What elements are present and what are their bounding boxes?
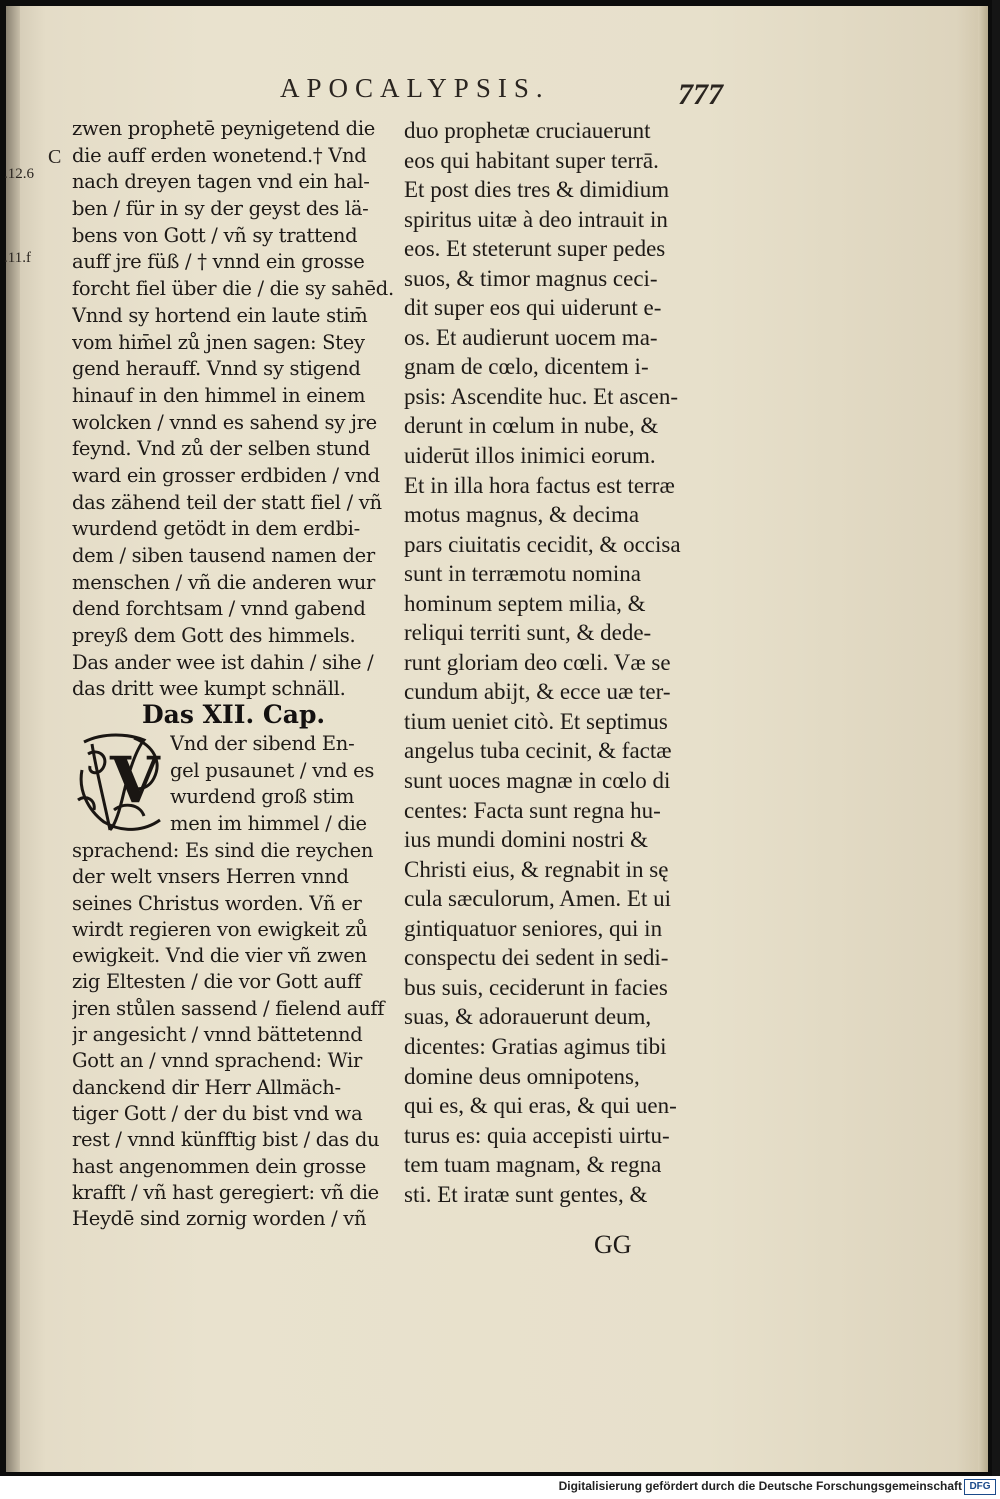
- german-text-line: bens von Gott / vñ sy trattend: [72, 223, 358, 247]
- latin-column: [404, 116, 739, 1209]
- german-text-line: sprachend: Es sind die reychen: [72, 839, 374, 862]
- latin-text-line: Et in illa hora factus est terræ: [404, 472, 675, 498]
- page-number: 777: [678, 78, 723, 111]
- latin-text-line: uiderūt illos inimici eorum.: [404, 443, 656, 469]
- latin-text-line: suas, & adorauerunt deum,: [404, 1004, 652, 1030]
- german-text-line: gend herauff. Vnnd sy stigend: [72, 357, 361, 381]
- initial-letter: V: [110, 743, 160, 818]
- german-text-line: hast angenommen dein grosse: [72, 1154, 367, 1178]
- german-text-line: Gott an / vnnd sprachend: Wir: [72, 1049, 362, 1073]
- german-text-line: jren stůlen sassend / fielend auff: [72, 996, 385, 1020]
- german-text-line: wirdt regieren von ewigkeit zů: [72, 917, 368, 941]
- margin-reference: .11.f: [4, 250, 31, 266]
- german-text-line: rest / vnnd künfftig bist / das du: [72, 1128, 380, 1152]
- catchword: GG: [594, 1230, 632, 1259]
- decorated-initial: [74, 730, 170, 838]
- german-text-line: zwen prophetē peynigetend die: [72, 117, 375, 140]
- latin-text-line: cula sæculorum, Amen. Et ui: [404, 886, 672, 912]
- german-text-line: Vnd der sibend En-: [170, 732, 355, 755]
- german-text-line: ben / für in sy der geyst des lä-: [72, 197, 369, 221]
- german-text-line: das zähend teil der statt fiel / vñ: [72, 490, 382, 514]
- german-text-line: gel pusaunet / vnd es: [170, 758, 375, 782]
- german-text-line: Das ander wee ist dahin / sihe /: [72, 650, 374, 674]
- german-text-line: vom him̄el zů jnen sagen: Stey: [72, 330, 365, 354]
- german-text-line: seines Christus worden. Vñ er: [72, 891, 362, 915]
- latin-text-line: turus es: quia accepisti uirtu-: [404, 1122, 670, 1148]
- latin-text-line: sunt in terræmotu nomina: [404, 561, 642, 587]
- latin-text-line: Et post dies tres & dimidium: [404, 177, 670, 203]
- latin-text-line: duo prophetæ cruciauerunt: [404, 118, 651, 143]
- latin-text-line: domine deus omnipotens,: [404, 1063, 640, 1089]
- german-text-line: men im himmel / die: [170, 812, 367, 836]
- german-text-line: wurdend getödt in dem erdbi-: [72, 517, 360, 541]
- german-text-line: danckend dir Herr Allmäch-: [72, 1075, 341, 1099]
- german-text-line: wurdend groß stim: [170, 785, 355, 809]
- latin-text-line: centes: Facta sunt regna hu-: [404, 797, 661, 823]
- latin-text-line: bus suis, ceciderunt in facies: [404, 974, 668, 1000]
- latin-text-line: suos, & timor magnus ceci-: [404, 265, 658, 291]
- german-text-line: Heydē sind zornig worden / vñ: [72, 1207, 367, 1231]
- decorated-initial-icon: [74, 730, 170, 838]
- latin-text-line: gnam de cœlo, dicentem i-: [404, 354, 649, 380]
- german-text-line: tiger Gott / der du bist vnd wa: [72, 1101, 363, 1125]
- german-text-line: der welt vnsers Herren vnnd: [72, 865, 349, 889]
- german-text-line: forcht fiel über die / die sy sahēd.: [72, 277, 394, 301]
- latin-text-line: sunt uoces magnæ in cœlo di: [404, 768, 671, 794]
- dfg-logo-icon: DFG: [964, 1479, 996, 1495]
- german-text-line: feynd. Vnd zů der selben stund: [72, 437, 371, 461]
- latin-text-line: derunt in cœlum in nube, &: [404, 413, 659, 439]
- funding-notice: Digitalisierung gefördert durch die Deutsche Forschungsgemeinschaft: [558, 1479, 962, 1493]
- book-gutter: [6, 6, 20, 1472]
- latin-text-line: reliqui territi sunt, & dede-: [404, 620, 652, 646]
- margin-reference: .12.6: [4, 166, 34, 182]
- latin-text-line: qui es, & qui eras, & qui uen-: [404, 1093, 677, 1119]
- latin-text-line: eos qui habitant super terrā.: [404, 147, 659, 173]
- latin-text-line: psis: Ascendite huc. Et ascen-: [404, 383, 679, 409]
- german-text-line: zig Eltesten / die vor Gott auff: [72, 970, 361, 994]
- german-text-line: auff jre füß / † vnnd ein grosse: [72, 250, 365, 274]
- latin-text-line: cundum abijt, & ecce uæ ter-: [404, 679, 671, 705]
- german-text-line: dend forchtsam / vnnd gabend: [72, 597, 366, 621]
- german-text-line: ward ein grosser erdbiden / vnd: [72, 463, 380, 487]
- german-text-line: ewigkeit. Vnd die vier vñ zwen: [72, 944, 367, 968]
- german-text-line: wolcken / vnnd es sahend sy jre: [72, 410, 377, 434]
- latin-text-line: tem tuam magnam, & regna: [404, 1152, 662, 1178]
- margin-letter: C: [48, 146, 62, 168]
- chapter-heading: Das XII. Cap.: [142, 700, 326, 729]
- latin-text-line: angelus tuba cecinit, & factæ: [404, 738, 672, 764]
- latin-text-line: runt gloriam deo cœli. Væ se: [404, 649, 671, 675]
- latin-text-line: conspectu dei sedent in sedi-: [404, 945, 669, 971]
- latin-text-line: tium ueniet citò. Et septimus: [404, 708, 668, 734]
- latin-text-line: Christi eius, & regnabit in sę: [404, 856, 669, 882]
- latin-text-line: sti. Et iratæ sunt gentes, &: [404, 1181, 648, 1207]
- german-text-line: das dritt wee kumpt schnäll.: [72, 677, 346, 701]
- latin-text-line: eos. Et steterunt super pedes: [404, 236, 666, 262]
- german-text-line: preyß dem Gott des himmels.: [72, 624, 356, 648]
- latin-text-line: pars ciuitatis cecidit, & occisa: [404, 531, 681, 557]
- german-text-line: dem / siben tausend namen der: [72, 544, 375, 567]
- latin-text-line: spiritus uitæ à deo intrauit in: [404, 206, 668, 232]
- german-column: [72, 116, 402, 703]
- page-edge: [978, 6, 988, 1472]
- latin-text-line: dit super eos qui uiderunt e-: [404, 295, 662, 321]
- german-text-line: hinauf in den himmel in einem: [72, 383, 366, 407]
- latin-text-line: motus magnus, & decima: [404, 502, 640, 528]
- initial-paragraph: [170, 731, 400, 838]
- german-text-line: krafft / vñ hast geregiert: vñ die: [72, 1180, 379, 1204]
- german-text-line: nach dreyen tagen vnd ein hal-: [72, 170, 370, 194]
- german-text-line: die auff erden wonetend.† Vnd: [72, 143, 367, 167]
- german-text-line: Vnnd sy hortend ein laute stim̄: [72, 303, 368, 327]
- german-column-continued: [72, 838, 402, 1232]
- german-text-line: menschen / vñ die anderen wur: [72, 570, 376, 594]
- german-text-line: jr angesicht / vnnd bättetennd: [72, 1023, 363, 1047]
- latin-text-line: gintiquatuor seniores, qui in: [404, 915, 663, 941]
- latin-text-line: dicentes: Gratias agimus tibi: [404, 1033, 667, 1059]
- latin-text-line: hominum septem milia, &: [404, 590, 646, 616]
- running-head: APOCALYPSIS.: [280, 73, 550, 103]
- latin-text-line: os. Et audierunt uocem ma-: [404, 324, 658, 350]
- latin-text-line: ius mundi domini nostri &: [404, 827, 649, 853]
